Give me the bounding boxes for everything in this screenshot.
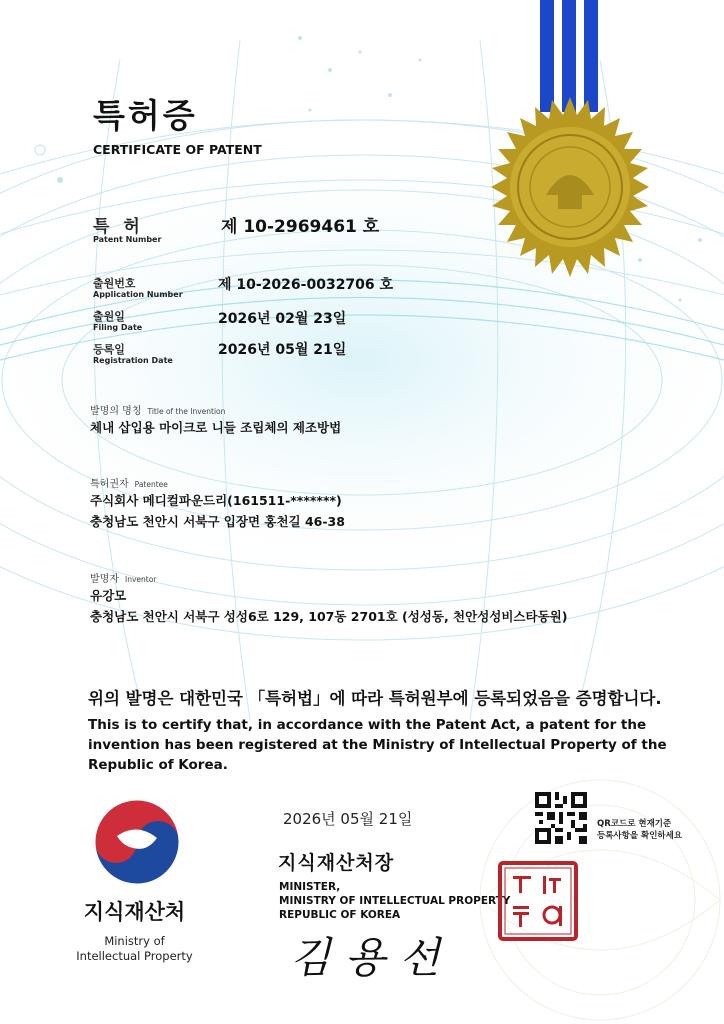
certification-text-ko: 위의 발명은 대한민국 「특허법」에 따라 특허원부에 등록되었음을 증명합니다.: [88, 689, 662, 708]
certificate-subtitle: CERTIFICATE OF PATENT: [93, 142, 262, 157]
inventor-name: 유강모: [90, 588, 127, 603]
invention-title-label-en: Title of the Invention: [147, 407, 226, 416]
minister-title-en-line2: MINISTRY OF INTELLECTUAL PROPERTY: [279, 895, 511, 907]
qr-note-line1: QR코드로 현재기준: [597, 819, 672, 829]
filing-date-label-en: Filing Date: [93, 323, 143, 332]
qr-note: [597, 818, 682, 842]
patent-number-label: 특 허: [93, 217, 144, 237]
patentee-label: [90, 475, 168, 490]
minister-title-en: [279, 880, 510, 922]
qr-code-icon[interactable]: [535, 792, 587, 844]
application-number-value: 제 10-2026-0032706 호: [218, 277, 394, 293]
ministry-logo-icon: [93, 798, 181, 886]
patent-number-value: 제 10-2969461 호: [221, 217, 380, 237]
inventor-label: [90, 570, 156, 585]
minister-title-en-line3: REPUBLIC OF KOREA: [279, 909, 401, 921]
minister-signature: 김용선: [290, 933, 454, 982]
ministry-name-en: [62, 934, 207, 964]
minister-title-en-line1: MINISTER,: [279, 881, 341, 893]
application-number-label-en: Application Number: [93, 290, 183, 299]
official-stamp-icon: [497, 860, 579, 942]
registration-date-label: 등록일: [93, 343, 125, 356]
ministry-name-en-line2: Intellectual Property: [76, 949, 193, 963]
registration-date-value: 2026년 05월 21일: [218, 342, 347, 358]
invention-title-label-ko: 발명의 명칭: [90, 406, 142, 417]
certificate-title: 특허증: [93, 96, 198, 135]
minister-title-ko: 지식재산처장: [278, 852, 395, 874]
invention-title-value: 체내 삽입용 마이크로 니들 조립체의 제조방법: [90, 420, 342, 435]
gold-seal-icon: [478, 95, 662, 279]
qr-note-line2: 등록사항을 확인하세요: [597, 831, 683, 841]
application-number-label: 출원번호: [93, 277, 136, 290]
issue-date: 2026년 05월 21일: [283, 810, 413, 828]
patentee-label-ko: 특허권자: [90, 479, 129, 490]
inventor-label-en: Inventor: [124, 575, 157, 584]
patentee-name: 주식회사 메디컬파운드리(161511-*******): [90, 493, 342, 508]
patentee-address: 충청남도 천안시 서북구 입장면 홍천길 46-38: [90, 514, 345, 529]
ministry-name-en-line1: Ministry of: [104, 934, 165, 948]
registration-date-label-en: Registration Date: [93, 356, 173, 365]
filing-date-value: 2026년 02월 23일: [218, 311, 347, 327]
certification-text-en: This is to certify that, in accordance with the Patent Act, a patent for the invention has been registered at the Ministry of Intellectual Property of the Republic of Korea.: [88, 717, 667, 773]
patent-number-label-en: Patent Number: [93, 235, 162, 244]
invention-title-label: [90, 402, 225, 417]
inventor-address: 충청남도 천안시 서북구 성성6로 129, 107동 2701호 (성성동, 천안성성비스타동원): [90, 609, 568, 624]
ministry-name-ko: 지식재산처: [83, 900, 186, 924]
inventor-label-ko: 발명자: [90, 574, 119, 585]
patentee-label-en: Patentee: [134, 480, 168, 489]
filing-date-label: 출원일: [93, 310, 125, 323]
